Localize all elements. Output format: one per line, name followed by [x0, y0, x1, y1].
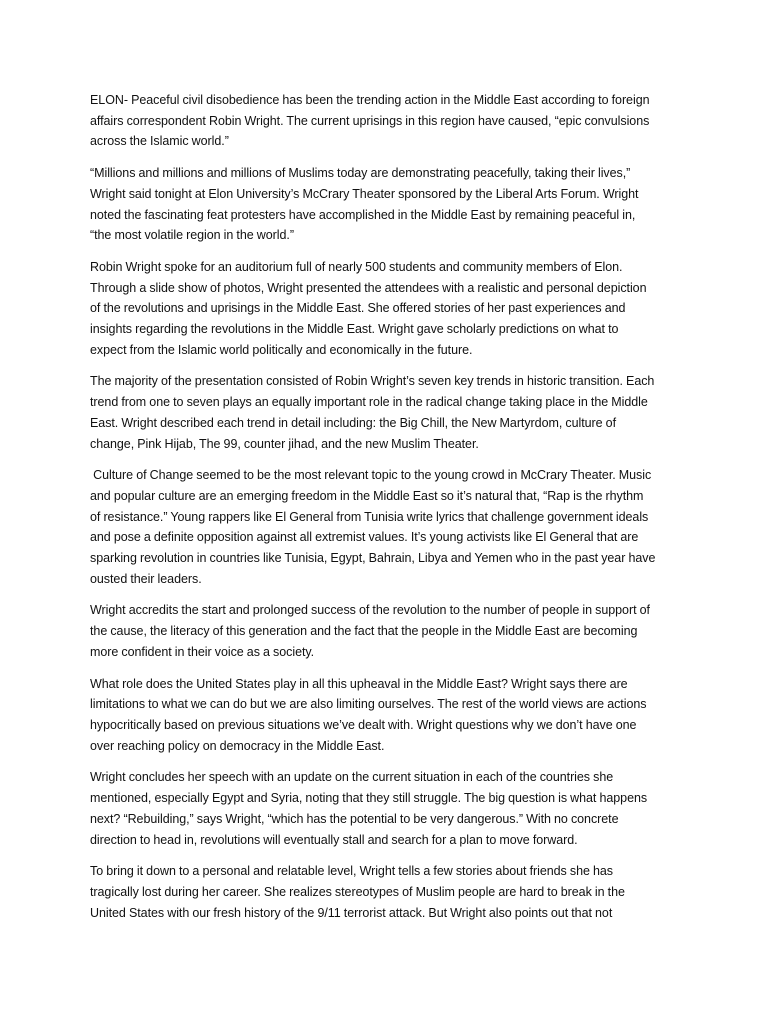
text-line: Through a slide show of photos, Wright presented the attendees with a realistic and personal depiction [90, 280, 647, 295]
text-line: trend from one to seven plays an equally important role in the radical change taking place in the Middle [90, 395, 648, 410]
text-line: of the revolutions and uprisings in the Middle East. She offered stories of her past experiences and [90, 301, 626, 316]
text-line: “the most volatile region in the world.” [90, 228, 294, 243]
text-line: “Millions and millions and millions of Muslims today are demonstrating peacefully, taking their lives,” [90, 166, 631, 181]
text-line: Wright accredits the start and prolonged success of the revolution to the number of people in support of [90, 603, 650, 618]
text-line: affairs correspondent Robin Wright. The current uprisings in this region have caused, “epic convulsions [90, 113, 650, 128]
text-line: across the Islamic world.” [90, 134, 229, 149]
text-line: and pose a definite opposition against all extremist values. It’s young activists like El General that are [90, 530, 639, 545]
text-line: Wright concludes her speech with an update on the current situation in each of the countries she [90, 770, 614, 785]
text-line: the cause, the literacy of this generation and the fact that the people in the Middle East are becoming [90, 624, 638, 639]
paragraph-1 [90, 90, 708, 152]
text-line: The majority of the presentation consisted of Robin Wright’s seven key trends in historic transition. Each [90, 374, 655, 389]
text-line: United States with our fresh history of the 9/11 terrorist attack. But Wright also points out that not [90, 905, 613, 920]
text-line: expect from the Islamic world politically and economically in the future. [90, 342, 473, 357]
text-line: limitations to what we can do but we are also limiting ourselves. The rest of the world views are actions [90, 697, 647, 712]
text-line: ELON- Peaceful civil disobedience has been the trending action in the Middle East according to foreign [90, 93, 650, 107]
paragraph-7 [90, 674, 708, 757]
text-line: insights regarding the revolutions in the Middle East. Wright gave scholarly predictions on what to [90, 322, 619, 337]
text-line: What role does the United States play in all this upheaval in the Middle East? Wright says there are [90, 676, 628, 691]
paragraph-3 [90, 257, 708, 361]
paragraph-2 [90, 163, 708, 246]
paragraph-4 [90, 371, 708, 454]
paragraph-6 [90, 600, 708, 662]
text-line: next? “Rebuilding,” says Wright, “which has the potential to be very dangerous.” With no concrete [90, 811, 619, 826]
text-line: mentioned, especially Egypt and Syria, noting that they still struggle. The big question is what happens [90, 791, 648, 806]
text-line: of resistance.” Young rappers like El General from Tunisia write lyrics that challenge government ideals [90, 509, 649, 524]
text-line: tragically lost during her career. She realizes stereotypes of Muslim people are hard to break in the [90, 884, 625, 899]
text-line: East. Wright described each trend in detail including: the Big Chill, the New Martyrdom, culture of [90, 415, 616, 430]
text-line: ousted their leaders. [90, 571, 202, 586]
text-line: To bring it down to a personal and relatable level, Wright tells a few stories about friends she has [90, 864, 613, 879]
text-line: noted the fascinating feat protesters have accomplished in the Middle East by remaining peaceful in, [90, 207, 636, 222]
text-line: sparking revolution in countries like Tunisia, Egypt, Bahrain, Libya and Yemen who in the past year have [90, 551, 656, 566]
paragraph-8 [90, 767, 708, 850]
text-line: change, Pink Hijab, The 99, counter jihad, and the new Muslim Theater. [90, 436, 479, 451]
paragraph-9 [90, 861, 708, 923]
text-line: Wright said tonight at Elon University’s McCrary Theater sponsored by the Liberal Arts Forum. Wright [90, 186, 639, 201]
text-line: Culture of Change seemed to be the most relevant topic to the young crowd in McCrary Theater. Music [90, 468, 652, 483]
text-line: and popular culture are an emerging freedom in the Middle East so it’s natural that, “Rap is the rhythm [90, 488, 644, 503]
text-line: more confident in their voice as a society. [90, 644, 315, 659]
paragraph-5 [90, 465, 708, 589]
text-line: over reaching policy on democracy in the Middle East. [90, 738, 385, 753]
text-line: direction to head in, revolutions will eventually stall and search for a plan to move forward. [90, 832, 578, 847]
text-line: Robin Wright spoke for an auditorium full of nearly 500 students and community members of Elon. [90, 259, 623, 274]
text-line: hypocritically based on previous situations we’ve dealt with. Wright questions why we don’t have one [90, 717, 637, 732]
